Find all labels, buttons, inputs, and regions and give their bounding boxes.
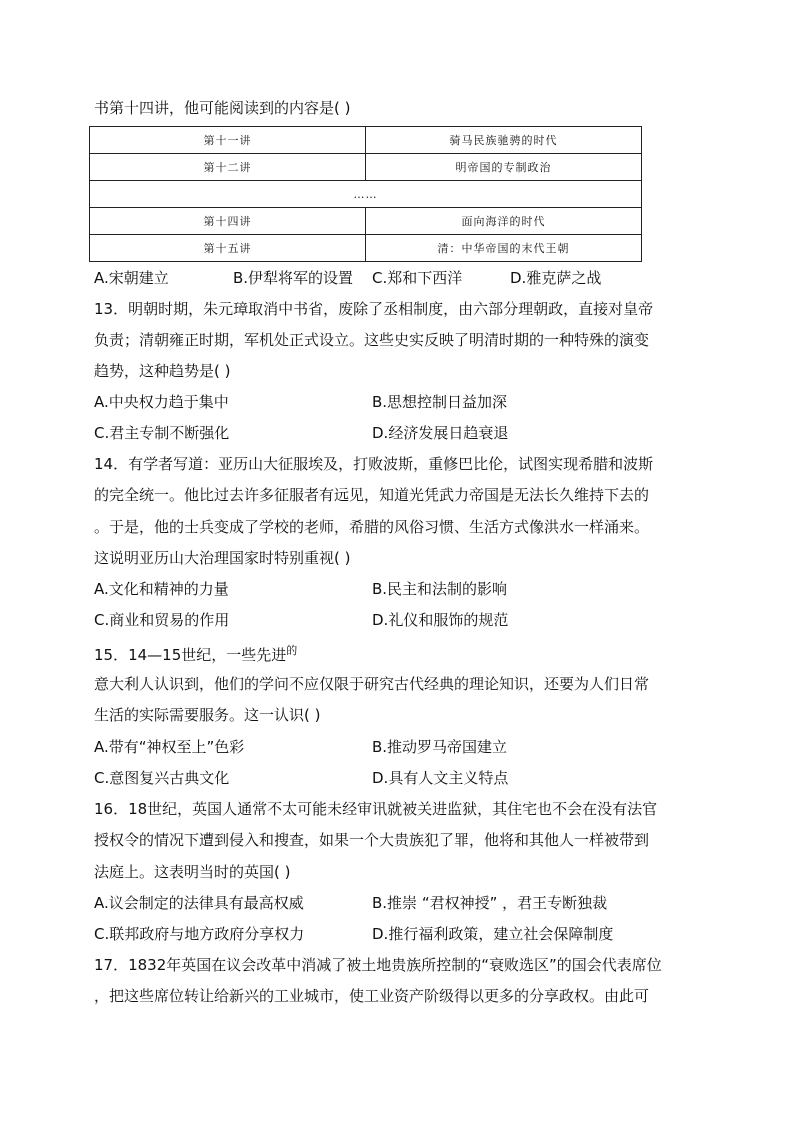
option-a[interactable]: A.宋朝建立 bbox=[94, 269, 169, 287]
table-cell: 明帝国的专制政治 bbox=[366, 154, 642, 181]
q14-line-1: 14．有学者写道：亚历山大征服埃及，打败波斯，重修巴比伦，试图实现希腊和波斯 bbox=[94, 455, 654, 473]
q13-line-1: 13．明朝时期，朱元璋取消中书省，废除了丞相制度，由六部分理朝政，直接对皇帝 bbox=[94, 300, 654, 318]
q15-line-1 bbox=[94, 645, 704, 667]
q15-options-row-1 bbox=[94, 737, 704, 757]
q13-line-3: 趋势，这种趋势是( ) bbox=[94, 362, 231, 380]
q16-line-3: 法庭上。这表明当时的英国( ) bbox=[94, 863, 291, 881]
q16-options-row-1 bbox=[94, 893, 704, 913]
table-cell: 第十一讲 bbox=[90, 127, 366, 154]
q15-first-line-text: 15．14—15世纪，一些先进 bbox=[94, 646, 287, 664]
q16-line-1: 16．18世纪，英国人通常不太可能未经审讯就被关进监狱，其住宅也不会在没有法官 bbox=[94, 800, 658, 818]
option-c[interactable]: C.意图复兴古典文化 bbox=[94, 769, 230, 787]
q13-options-row-1 bbox=[94, 392, 704, 412]
lecture-table bbox=[89, 126, 642, 262]
q15-first-line-superscript: 的 bbox=[286, 644, 298, 657]
table-cell: 第十四讲 bbox=[90, 208, 366, 235]
option-c[interactable]: C.商业和贸易的作用 bbox=[94, 611, 230, 629]
option-c[interactable]: C.联邦政府与地方政府分享权力 bbox=[94, 925, 305, 943]
option-b[interactable]: B.伊犁将军的设置 bbox=[233, 269, 354, 287]
q12-stem-end: 书第十四讲，他可能阅读到的内容是( ) bbox=[94, 99, 351, 117]
q14-line-4: 这说明亚历山大治理国家时特别重视( ) bbox=[94, 549, 351, 567]
option-b[interactable]: B.思想控制日益加深 bbox=[372, 393, 508, 411]
q15-line-3: 生活的实际需要服务。这一认识( ) bbox=[94, 706, 321, 724]
q16-options-row-2 bbox=[94, 924, 704, 944]
table-cell: 第十五讲 bbox=[90, 235, 366, 262]
option-b[interactable]: B.推崇 “君权神授” ，君王专断独裁 bbox=[372, 894, 608, 912]
table-row bbox=[90, 235, 642, 262]
option-d[interactable]: D.经济发展日趋衰退 bbox=[372, 424, 509, 442]
option-a[interactable]: A.带有“神权至上”色彩 bbox=[94, 738, 245, 756]
table-cell-ellipsis: …… bbox=[90, 181, 642, 208]
q16-line-2: 授权令的情况下遭到侵入和搜查，如果一个大贵族犯了罪，他将和其他人一样被带到 bbox=[94, 831, 650, 849]
q14-options-row-1 bbox=[94, 579, 704, 599]
q17-line-2: ，把这些席位转让给新兴的工业城市，使工业资产阶级得以更多的分享政权。由此可 bbox=[94, 987, 650, 1005]
q14-line-2: 的完全统一。他比过去许多征服者有远见，知道光凭武力帝国是无法长久维持下去的 bbox=[94, 486, 650, 504]
q14-line-3: 。于是，他的士兵变成了学校的老师，希腊的风俗习惯、生活方式像洪水一样涌来。 bbox=[94, 518, 650, 536]
q14-options-row-2 bbox=[94, 610, 704, 630]
q13-options-row-2 bbox=[94, 423, 704, 443]
table-cell: 清：中华帝国的末代王朝 bbox=[366, 235, 642, 262]
table-row bbox=[90, 127, 642, 154]
table-row bbox=[90, 154, 642, 181]
option-b[interactable]: B.推动罗马帝国建立 bbox=[372, 738, 508, 756]
option-d[interactable]: D.具有人文主义特点 bbox=[372, 769, 509, 787]
option-d[interactable]: D.雅克萨之战 bbox=[510, 269, 602, 287]
q12-options bbox=[94, 268, 704, 288]
option-a[interactable]: A.文化和精神的力量 bbox=[94, 580, 229, 598]
q17-line-1: 17．1832年英国在议会改革中消减了被土地贵族所控制的“衰败选区”的国会代表席位 bbox=[94, 956, 662, 974]
table-cell: 骑马民族驰骋的时代 bbox=[366, 127, 642, 154]
table-row bbox=[90, 181, 642, 208]
option-a[interactable]: A.议会制定的法律具有最高权威 bbox=[94, 894, 304, 912]
option-d[interactable]: D.礼仪和服饰的规范 bbox=[372, 611, 509, 629]
option-d[interactable]: D.推行福利政策，建立社会保障制度 bbox=[372, 925, 614, 943]
table-cell: 面向海洋的时代 bbox=[366, 208, 642, 235]
option-c[interactable]: C.君主专制不断强化 bbox=[94, 424, 230, 442]
q15-line-2: 意大利人认识到，他们的学问不应仅限于研究古代经典的理论知识，还要为人们日常 bbox=[94, 675, 650, 693]
option-a[interactable]: A.中央权力趋于集中 bbox=[94, 393, 229, 411]
table-row bbox=[90, 208, 642, 235]
option-c[interactable]: C.郑和下西洋 bbox=[372, 269, 463, 287]
table-cell: 第十二讲 bbox=[90, 154, 366, 181]
option-b[interactable]: B.民主和法制的影响 bbox=[372, 580, 508, 598]
q15-options-row-2 bbox=[94, 768, 704, 788]
q13-line-2: 负责；清朝雍正时期，军机处正式设立。这些史实反映了明清时期的一种特殊的演变 bbox=[94, 331, 650, 349]
